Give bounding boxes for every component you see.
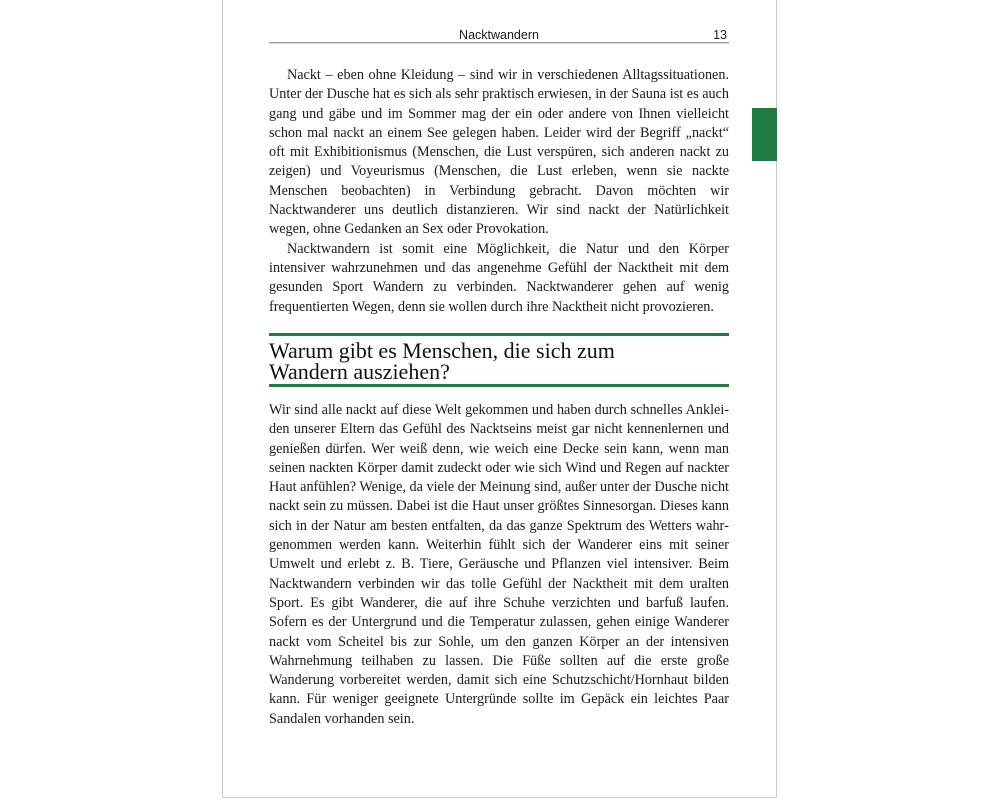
running-head [269,28,729,42]
section-body [269,401,729,729]
running-head-title: Nacktwandern [459,28,539,42]
page-number: 13 [713,28,727,42]
heading-rule-bottom [269,384,729,387]
section-heading-block [269,333,729,387]
intro-paragraph-2: Nacktwandern ist somit eine Möglichkeit, die Natur und den Körper intensiver wahrzunehmen und das angenehme Gefühl der Nacktheit mit dem gesunden Sport Wandern zu verbinden. Nacktwanderer gehen auf wenig frequentierten Wegen, denn sie wollen durch ihre Nacktheit nicht provozieren. [269,240,729,315]
section-heading-line-2: Wandern ausziehen? [269,359,450,384]
heading-rule-top [269,333,729,336]
section-heading-line-1: Warum gibt es Menschen, die sich zum [269,338,615,363]
intro-paragraph-1: Nackt – eben ohne Kleidung – sind wir in verschiedenen Alltagssituationen. Unter der Dusche hat es sich als sehr praktisch erwiesen, in der Sauna ist es auch gang und gäbe und im Sommer mag der ein oder andere von Ihnen vielleicht schon mal nackt an einem See gelegen haben. Leider wird der Begriff „nackt“ oft mit Exhibitionismus (Menschen, die Lust verspüren, sich anderen nackt zu zeigen) und Voyeurismus (Menschen, die Lust erleben, wenn sie nackte Menschen beobachten) in Verbindung gebracht. Davon möchten wir Nacktwanderer uns deutlich distanzieren. Wir sind nackt der Natürlichkeit wegen, ohne Gedanken an Sex oder Provokation. [269,67,729,238]
section-paragraph: Wir sind alle nackt auf diese Welt gekommen und haben durch schnelles Ankleiden unserer Eltern das Gefühl des Nacktseins meist gar nicht kennenlernen und genießen dürfen. Wer weiß denn, wie weich eine Decke sein kann, wenn man seinen nackten Körper damit zudeckt oder wie sich Wind und Regen auf nackter Haut anfühlen? Wenige, da viele der Meinung sind, außer unter der Dusche nicht nackt sein zu müssen. Dabei ist die Haut unser größtes Sinnesorgan. Dieses kann sich in der Natur am besten entfalten, da das ganze Spektrum des Wetters wahrgenommen werden kann. Weiterhin fühlt sich der Wanderer eins mit seiner Umwelt und erlebt z. B. Tiere, Geräusche und Pflanzen viel intensiver. Beim Nacktwandern verbinden wir das tolle Gefühl der Nacktheit mit dem uralten Sport. Es gibt Wanderer, die auf ihre Schuhe verzichten und barfuß laufen. Sofern es der Untergrund und die Temperatur zulassen, gehen einige Wanderer nackt vom Scheitel bis zur Sohle, um den ganzen Körper an der intensiven Wahrnehmung teilhaben zu lassen. Die Füße sollten auf die erste große Wanderung vorbereitet werden, damit sich eine Schutzschicht/Hornhaut bilden kann. Für weniger geeignete Untergründe sollte im Gepäck ein leichtes Paar Sandalen vorhanden sein. [269,402,729,727]
intro-text [269,66,729,317]
header-divider [269,42,729,44]
chapter-thumb-tab [752,108,777,161]
section-heading [269,340,729,382]
